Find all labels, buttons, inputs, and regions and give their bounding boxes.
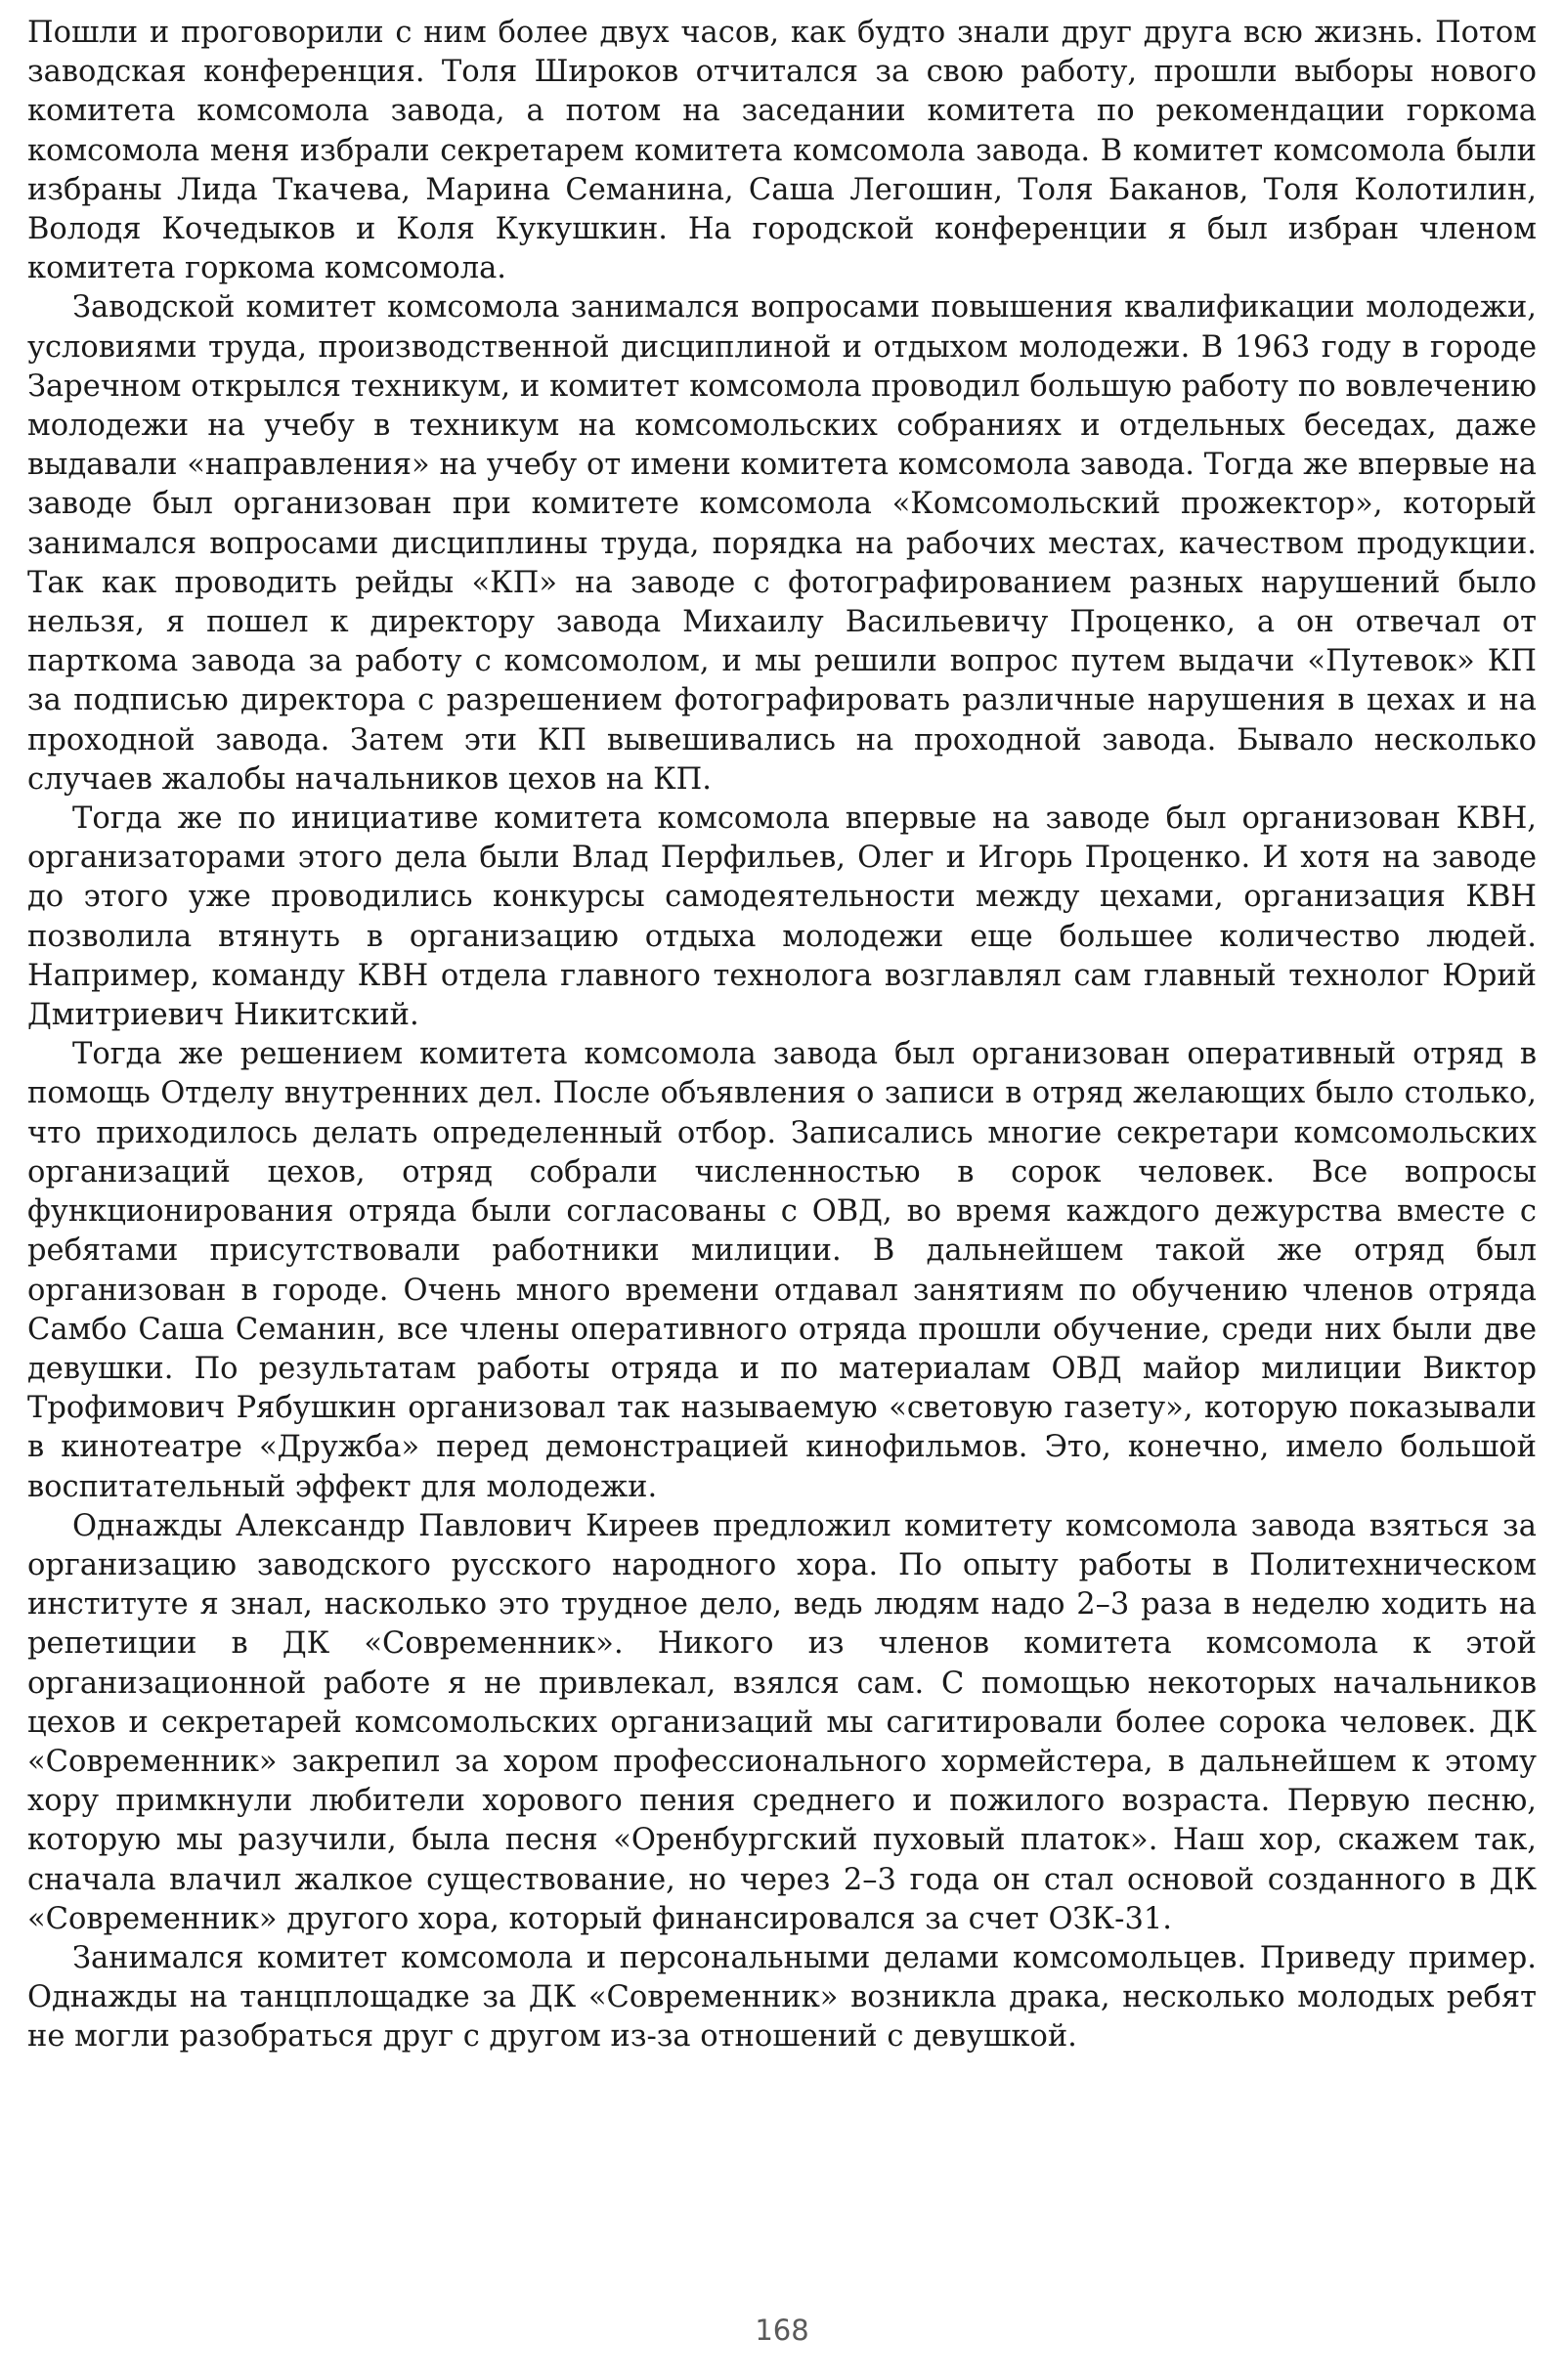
- paragraph: Занимался комитет комсомола и персональными делами комсомольцев. Приведу пример. Однажды на танцплощадке за ДК «Современник» возникла драка, несколько молодых ребят не могли разобраться друг с другом из-за отношений с девушкой.: [27, 1940, 1537, 2055]
- paragraph: Заводской комитет комсомола занимался вопросами повышения квалификации молодежи, условиями труда, производственной дисциплиной и отдыхом молодежи. В 1963 году в городе Заречном открылся техникум, и комитет комсомола проводил большую работу по вовлечению молодежи на учебу в техникум на комсомольских собраниях и отдельных беседах, даже выдавали «направления» на учебу от имени комитета комсомола завода. Тогда же впервые на заводе был организован при комитете комсомола «Комсомольский прожектор», который занимался вопросами дисциплины труда, порядка на рабочих местах, качеством продукции. Так как проводить рейды «КП» на заводе с фотографированием разных нарушений было нельзя, я пошел к директору завода Михаилу Васильевичу Проценко, а он отвечал от парткома завода за работу с комсомолом, и мы решили вопрос путем выдачи «Путевок» КП за подписью директора с разрешением фотографировать различные нарушения в цехах и на проходной завода. Затем эти КП вывешивались на проходной завода. Бывало несколько случаев жалобы начальников цехов на КП.: [27, 290, 1537, 797]
- paragraph: Пошли и проговорили с ним более двух часов, как будто знали друг друга всю жизнь. Потом заводская конференция. Толя Широков отчитался за свою работу, прошли выборы нового комитета комсомола завода, а потом на заседании комитета по рекомендации горкома комсомола меня избрали секретарем комитета комсомола завода. В комитет комсомола были избраны Лида Ткачева, Марина Семанина, Саша Легошин, Толя Баканов, Толя Колотилин, Володя Кочедыков и Коля Кукушкин. На городской конференции я был избран членом комитета горкома комсомола.: [27, 16, 1537, 286]
- paragraph: Однажды Александр Павлович Киреев предложил комитету комсомола завода взяться за организацию заводского русского народного хора. По опыту работы в Политехническом институте я знал, насколько это трудное дело, ведь людям надо 2–3 раза в неделю ходить на репетиции в ДК «Современник». Никого из членов комитета комсомола к этой организационной работе я не привлекал, взялся сам. С помощью некоторых начальников цехов и секретарей комсомольских организаций мы сагитировали более сорока человек. ДК «Современник» закрепил за хором профессионального хормейстера, в дальнейшем к этому хору примкнули любители хорового пения среднего и пожилого возраста. Первую песню, которую мы разучили, была песня «Оренбургский пуховый платок». Наш хор, скажем так, сначала влачил жалкое существование, но через 2–3 года он стал основой созданного в ДК «Современник» другого хора, который финансировался за счет ОЗК-31.: [27, 1508, 1537, 1936]
- paragraph: Тогда же решением комитета комсомола завода был организован оперативный отряд в помощь Отделу внутренних дел. После объявления о записи в отряд желающих было столько, что приходилось делать определенный отбор. Записались многие секретари комсомольских организаций цехов, отряд собрали численностью в сорок человек. Все вопросы функционирования отряда были согласованы с ОВД, во время каждого дежурства вместе с ребятами присутствовали работники милиции. В дальнейшем такой же отряд был организован в городе. Очень много времени отдавал занятиям по обучению членов отряда Самбо Саша Семанин, все члены оперативного отряда прошли обучение, среди них были две девушки. По результатам работы отряда и по материалам ОВД майор милиции Виктор Трофимович Рябушкин организовал так называемую «световую газету», которую показывали в кинотеатре «Дружба» перед демонстрацией кинофильмов. Это, конечно, имело большой воспитательный эффект для молодежи.: [27, 1037, 1537, 1504]
- page-number: 168: [755, 2314, 809, 2347]
- paragraph: Тогда же по инициативе комитета комсомола впервые на заводе был организован КВН, организаторами этого дела были Влад Перфильев, Олег и Игорь Проценко. И хотя на заводе до этого уже проводились конкурсы самодеятельности между цехами, организация КВН позволила втянуть в организацию отдыха молодежи еще большее количество людей. Например, команду КВН отдела главного технолога возглавлял сам главный технолог Юрий Дмитриевич Никитский.: [27, 801, 1537, 1033]
- page-body: [27, 14, 1537, 2252]
